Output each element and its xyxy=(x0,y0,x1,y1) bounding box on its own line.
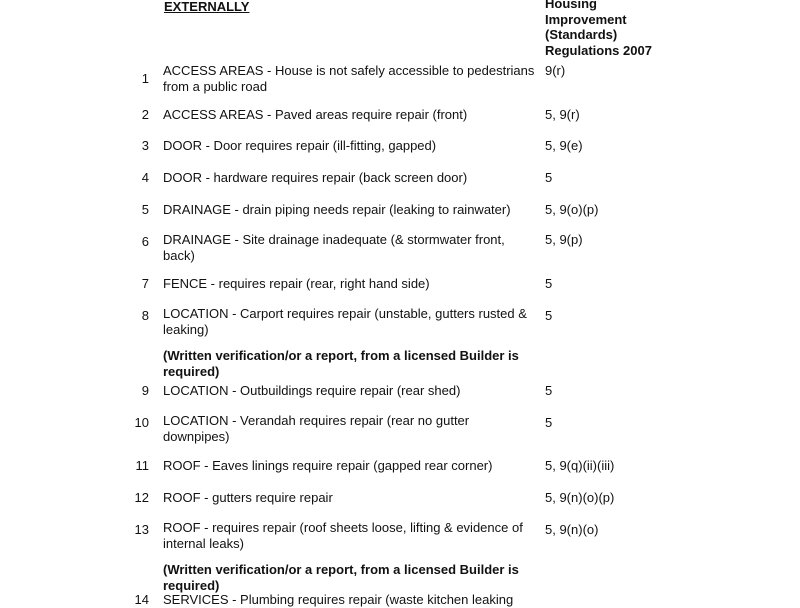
item-description: DOOR - hardware requires repair (back screen door) xyxy=(163,170,468,185)
item-reference: 5 xyxy=(545,170,553,185)
item-reference: 5, 9(r) xyxy=(545,107,580,122)
item-number: 8 xyxy=(141,308,149,323)
item-description: LOCATION - Carport requires repair (unstable, gutters rusted & leaking) xyxy=(163,306,527,337)
item-number: 3 xyxy=(141,138,149,153)
item-number: 12 xyxy=(134,490,149,505)
regulations-heading xyxy=(545,0,652,58)
item-description: SERVICES - Plumbing requires repair (waste kitchen leaking xyxy=(163,592,514,607)
item-number: 7 xyxy=(141,276,149,291)
item-number: 14 xyxy=(134,592,149,607)
item-description: LOCATION - Verandah requires repair (rear no gutter downpipes) xyxy=(163,413,470,444)
item-reference: 5, 9(n)(o)(p) xyxy=(545,490,615,505)
item-reference: 5 xyxy=(545,415,553,430)
item-description: LOCATION - Outbuildings require repair (rear shed) xyxy=(163,383,461,398)
item-description: DOOR - Door requires repair (ill-fitting, gapped) xyxy=(163,138,437,153)
item-number: 9 xyxy=(141,383,149,398)
item-reference: 5, 9(n)(o) xyxy=(545,522,599,537)
regs-line-1: Housing xyxy=(545,0,597,11)
regs-line-4: Regulations 2007 xyxy=(545,42,652,58)
item-number: 6 xyxy=(141,234,149,249)
item-description: ROOF - gutters require repair xyxy=(163,490,333,505)
item-reference: 5, 9(q)(ii)(iii) xyxy=(545,458,615,473)
regs-line-3: (Standards) xyxy=(545,27,618,42)
item-number: 5 xyxy=(141,202,149,217)
item-reference: 5, 9(e) xyxy=(545,138,583,153)
section-heading: EXTERNALLY xyxy=(164,0,250,14)
item-description: ACCESS AREAS - House is not safely accessible to pedestrians from a public road xyxy=(163,63,535,94)
item-reference: 9(r) xyxy=(545,63,566,78)
item-description: ROOF - Eaves linings require repair (gapped rear corner) xyxy=(163,458,493,473)
item-description: DRAINAGE - drain piping needs repair (leaking to rainwater) xyxy=(163,202,511,217)
item-description: DRAINAGE - Site drainage inadequate (& stormwater front, back) xyxy=(163,232,505,263)
item-reference: 5, 9(o)(p) xyxy=(545,202,599,217)
builder-verification-note: (Written verification/or a report, from a licensed Builder is required) xyxy=(163,348,519,379)
builder-verification-note: (Written verification/or a report, from a licensed Builder is required) xyxy=(163,562,519,593)
item-reference: 5 xyxy=(545,276,553,291)
item-number: 2 xyxy=(141,107,149,122)
item-number: 4 xyxy=(141,170,149,185)
item-number: 13 xyxy=(134,522,149,537)
item-description: FENCE - requires repair (rear, right hand side) xyxy=(163,276,430,291)
item-reference: 5 xyxy=(545,308,553,323)
regs-line-2: Improvement xyxy=(545,11,627,27)
item-description: ACCESS AREAS - Paved areas require repair (front) xyxy=(163,107,468,122)
item-reference: 5 xyxy=(545,383,553,398)
item-description: ROOF - requires repair (roof sheets loose, lifting & evidence of internal leaks) xyxy=(163,520,523,551)
item-number: 1 xyxy=(141,71,149,86)
item-number: 11 xyxy=(135,458,149,473)
item-number: 10 xyxy=(134,415,149,430)
item-reference: 5, 9(p) xyxy=(545,232,583,247)
